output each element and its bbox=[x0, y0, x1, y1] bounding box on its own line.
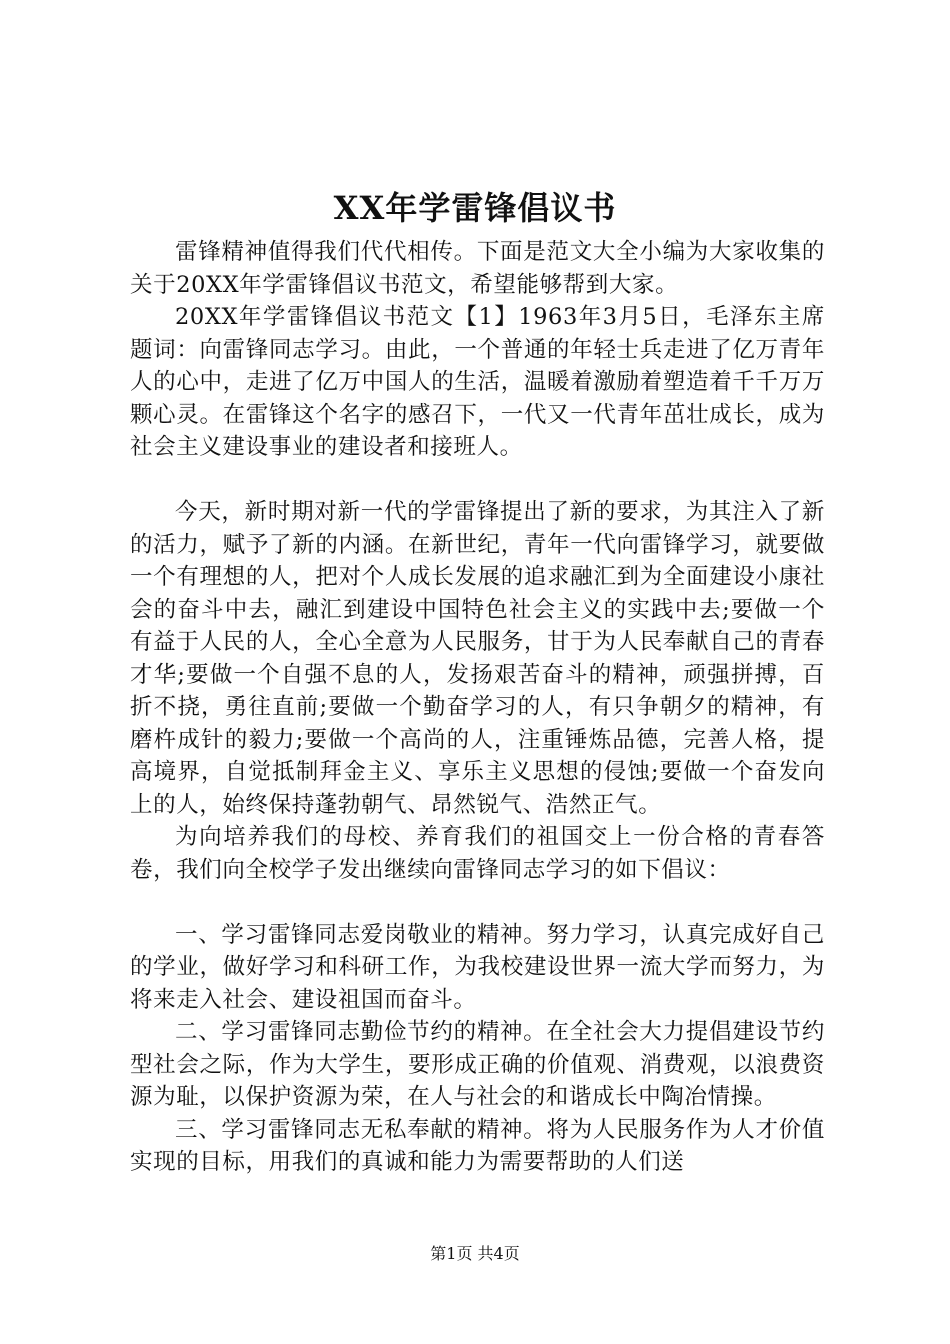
page-footer: 第1页 共4页 bbox=[430, 1244, 520, 1263]
document-title: XX年学雷锋倡议书 bbox=[333, 189, 617, 227]
paragraph-point-1: 一、学习雷锋同志爱岗敬业的精神。努力学习，认真完成好自己的学业，做好学习和科研工作，为我校建设世界一流大学而努力，为将来走入社会、建设祖国而奋斗。 bbox=[130, 921, 825, 1013]
paragraph-point-2: 二、学习雷锋同志勤俭节约的精神。在全社会大力提倡建设节约型社会之际，作为大学生，要形成正确的价值观、消费观，以浪费资源为耻，以保护资源为荣，在人与社会的和谐成长中陶冶情操。 bbox=[130, 1019, 825, 1110]
paragraph-intro: 雷锋精神值得我们代代相传。下面是范文大全小编为大家收集的关于20XX年学雷锋倡议书范文，希望能够帮到大家。 bbox=[130, 239, 825, 298]
paragraph-proposal: 为向培养我们的母校、养育我们的祖国交上一份合格的青春答卷，我们向全校学子发出继续向雷锋同志学习的如下倡议： bbox=[130, 824, 825, 883]
document-body bbox=[130, 236, 825, 1179]
paragraph-today: 今天，新时期对新一代的学雷锋提出了新的要求，为其注入了新的活力，赋予了新的内涵。在新世纪，青年一代向雷锋学习，就要做一个有理想的人，把对个人成长发展的追求融汇到为全面建设小康社会的奋斗中去，融汇到建设中国特色社会主义的实践中去;要做一个有益于人民的人，全心全意为人民服务，甘于为人民奉献自己的青春才华;要做一个自强不息的人，发扬艰苦奋斗的精神，顽强拼搏，百折不挠，勇往直前;要做一个勤奋学习的人，有只争朝夕的精神，有磨杵成针的毅力;要做一个高尚的人，注重锤炼品德，完善人格，提高境界，自觉抵制拜金主义、享乐主义思想的侵蚀;要做一个奋发向上的人，始终保持蓬勃朝气、昂然锐气、浩然正气。 bbox=[130, 499, 825, 818]
paragraph-sample-1: 20XX年学雷锋倡议书范文【1】1963年3月5日，毛泽东主席题词：向雷锋同志学习。由此，一个普通的年轻士兵走进了亿万青年人的心中，走进了亿万中国人的生活，温暖着激励着塑造着千千万万颗心灵。在雷锋这个名字的感召下，一代又一代青年茁壮成长，成为社会主义建设事业的建设者和接班人。 bbox=[130, 304, 825, 460]
paragraph-point-3: 三、学习雷锋同志无私奉献的精神。将为人民服务作为人才价值实现的目标，用我们的真诚和能力为需要帮助的人们送 bbox=[130, 1116, 825, 1175]
